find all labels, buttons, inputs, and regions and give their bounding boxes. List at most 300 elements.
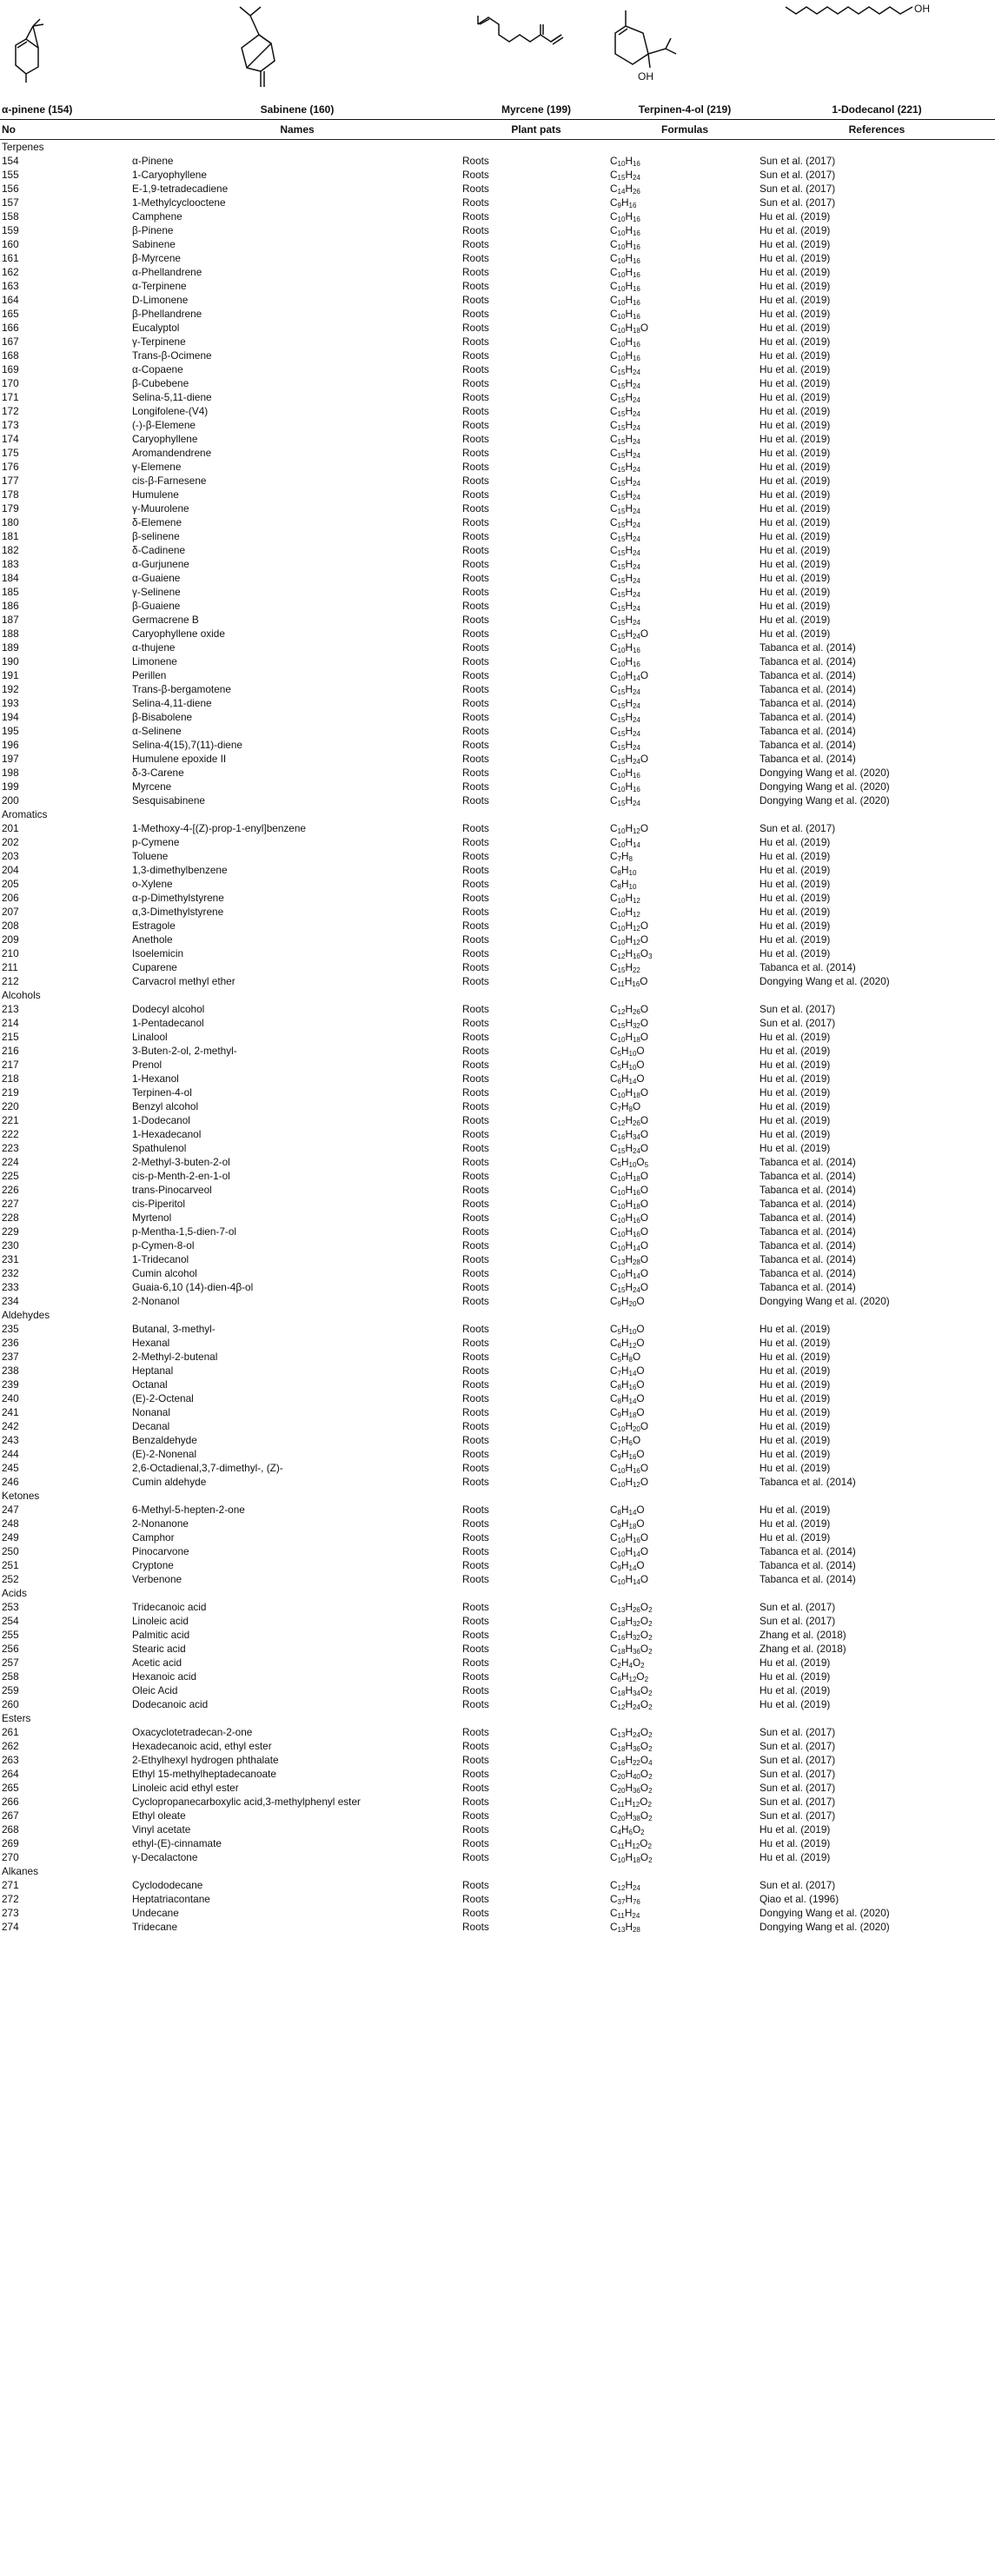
cell-formula: $C_{15}H_{24}$: [610, 461, 640, 474]
cell-reference: Hu et al. (2019): [760, 1142, 831, 1154]
cell-plant-part: Roots: [462, 196, 489, 209]
cell-name: Germacrene B: [132, 614, 199, 626]
cell-formula: $C_{12}H_{24}O_2$: [610, 1698, 653, 1711]
table-row: [0, 613, 995, 627]
table-row: [0, 1475, 995, 1489]
table-row: [0, 1322, 995, 1336]
cell-formula: $C_{15}H_{32}O$: [610, 1017, 649, 1030]
cell-no: 256: [2, 1643, 19, 1655]
cell-plant-part: Roots: [462, 1684, 489, 1696]
table-row: [0, 1544, 995, 1558]
cell-name: Oxacyclotetradecan-2-one: [132, 1726, 253, 1738]
cell-name: γ-Selinene: [132, 586, 181, 598]
alpha-pinene-structure-icon: [16, 19, 43, 83]
cell-plant-part: Roots: [462, 1323, 489, 1335]
cell-reference: Hu et al. (2019): [760, 878, 831, 890]
cell-no: 266: [2, 1796, 19, 1808]
table-row: [0, 1044, 995, 1058]
cell-plant-part: Roots: [462, 1406, 489, 1418]
category-heading: Aromatics: [2, 808, 48, 820]
cell-formula: $C_{10}H_{16}O$: [610, 1184, 649, 1197]
cell-reference: Tabanca et al. (2014): [760, 1573, 856, 1585]
cell-formula: $C_{10}H_{12}$: [610, 906, 640, 919]
cell-name: Dodecyl alcohol: [132, 1003, 205, 1015]
cell-reference: Hu et al. (2019): [760, 1684, 831, 1696]
cell-reference: Hu et al. (2019): [760, 1114, 831, 1126]
cell-no: 261: [2, 1726, 19, 1738]
cell-plant-part: Roots: [462, 1072, 489, 1085]
cell-formula: $C_{10}H_{12}O$: [610, 933, 649, 946]
cell-reference: Sun et al. (2017): [760, 822, 836, 834]
cell-no: 234: [2, 1295, 19, 1307]
cell-name: Spathulenol: [132, 1142, 187, 1154]
cell-name: δ-3-Carene: [132, 767, 184, 779]
cell-reference: Hu et al. (2019): [760, 461, 831, 473]
cell-no: 274: [2, 1921, 19, 1933]
table-row: [0, 1072, 995, 1086]
cell-reference: Hu et al. (2019): [760, 349, 831, 362]
header-compound-1: α-pinene (154): [2, 103, 73, 116]
cell-reference: Zhang et al. (2018): [760, 1643, 846, 1655]
cell-plant-part: Roots: [462, 558, 489, 570]
table-row: [0, 1016, 995, 1030]
cell-no: 259: [2, 1684, 19, 1696]
cell-reference: Tabanca et al. (2014): [760, 1239, 856, 1251]
cell-formula: $C_{15}H_{24}$: [610, 725, 640, 738]
cell-name: α-Terpinene: [132, 280, 187, 292]
table-row: [0, 404, 995, 418]
cell-plant-part: Roots: [462, 1059, 489, 1071]
cell-no: 229: [2, 1225, 19, 1238]
table-row: [0, 460, 995, 474]
cell-name: 2-Methyl-2-butenal: [132, 1351, 218, 1363]
cell-formula: $C_{10}H_{20}O$: [610, 1420, 649, 1433]
table-row: [0, 780, 995, 793]
cell-no: 168: [2, 349, 19, 362]
cell-name: 1-Methoxy-4-[(Z)-prop-1-enyl]benzene: [132, 822, 306, 834]
cell-name: (-)-β-Elemene: [132, 419, 196, 431]
cell-plant-part: Roots: [462, 377, 489, 389]
cell-reference: Sun et al. (2017): [760, 1782, 836, 1794]
cell-reference: Tabanca et al. (2014): [760, 1545, 856, 1557]
cell-name: γ-Muurolene: [132, 502, 189, 515]
cell-no: 258: [2, 1670, 19, 1683]
cell-name: Caryophyllene oxide: [132, 627, 225, 640]
table-row: [0, 738, 995, 752]
table-row: [0, 1419, 995, 1433]
table-row: [0, 933, 995, 946]
cell-plant-part: Roots: [462, 1364, 489, 1377]
cell-reference: Hu et al. (2019): [760, 1656, 831, 1669]
table-row: [0, 1350, 995, 1364]
cell-formula: $C_{15}H_{24}$: [610, 405, 640, 418]
cell-formula: $C_{12}H_{24}$: [610, 1879, 640, 1892]
cell-plant-part: Roots: [462, 1198, 489, 1210]
cell-name: Decanal: [132, 1420, 170, 1432]
cell-name: Linalool: [132, 1031, 168, 1043]
cell-name: Toluene: [132, 850, 169, 862]
cell-reference: Dongying Wang et al. (2020): [760, 794, 890, 807]
cell-reference: Tabanca et al. (2014): [760, 655, 856, 667]
cell-no: 270: [2, 1851, 19, 1863]
table-row: [0, 432, 995, 446]
cell-reference: Hu et al. (2019): [760, 502, 831, 515]
table-row: [0, 793, 995, 807]
cell-plant-part: Roots: [462, 767, 489, 779]
cell-name: Cyclododecane: [132, 1879, 203, 1891]
cell-plant-part: Roots: [462, 1253, 489, 1265]
cell-formula: $C_{15}H_{24}$: [610, 433, 640, 446]
cell-formula: $C_9H_{18}O$: [610, 1517, 645, 1530]
cell-reference: Hu et al. (2019): [760, 1323, 831, 1335]
table-row: [0, 1238, 995, 1252]
cell-reference: Tabanca et al. (2014): [760, 961, 856, 973]
cell-plant-part: Roots: [462, 1907, 489, 1919]
table-row: [0, 960, 995, 974]
cell-no: 209: [2, 933, 19, 946]
table-row: [0, 1169, 995, 1183]
cell-formula: $C_9H_{16}$: [610, 196, 637, 209]
cell-formula: $C_{10}H_{18}O_2$: [610, 1851, 653, 1864]
cell-plant-part: Roots: [462, 1351, 489, 1363]
cell-plant-part: Roots: [462, 836, 489, 848]
cell-formula: $C_{10}H_{16}$: [610, 335, 640, 349]
cell-no: 253: [2, 1601, 19, 1613]
cell-formula: $C_8H_{14}O$: [610, 1392, 645, 1405]
cell-formula: $C_{10}H_{16}$: [610, 767, 640, 780]
cell-formula: $C_2H_4O_2$: [610, 1656, 645, 1670]
table-row: [0, 321, 995, 335]
cell-no: 217: [2, 1059, 19, 1071]
table-row: [0, 1225, 995, 1238]
cell-reference: Tabanca et al. (2014): [760, 1281, 856, 1293]
cell-plant-part: Roots: [462, 1031, 489, 1043]
cell-no: 241: [2, 1406, 19, 1418]
cell-formula: $C_8H_{16}O$: [610, 1378, 645, 1391]
table-row: [0, 501, 995, 515]
cell-no: 249: [2, 1531, 19, 1544]
cell-no: 155: [2, 169, 19, 181]
table-row: [0, 1822, 995, 1836]
table-row: [0, 1197, 995, 1211]
cell-no: 245: [2, 1462, 19, 1474]
cell-reference: Tabanca et al. (2014): [760, 1267, 856, 1279]
cell-reference: Hu et al. (2019): [760, 600, 831, 612]
table-row: [0, 1739, 995, 1753]
cell-formula: $C_{11}H_{24}$: [610, 1907, 640, 1920]
cell-no: 267: [2, 1809, 19, 1822]
col-header-names: Names: [280, 123, 315, 136]
cell-plant-part: Roots: [462, 1267, 489, 1279]
cell-name: Octanal: [132, 1378, 168, 1391]
cell-no: 231: [2, 1253, 19, 1265]
table-row: [0, 335, 995, 349]
table-row: [0, 1530, 995, 1544]
cell-plant-part: Roots: [462, 1698, 489, 1710]
table-row: [0, 1558, 995, 1572]
table-row: [0, 557, 995, 571]
cell-plant-part: Roots: [462, 1295, 489, 1307]
cell-no: 236: [2, 1337, 19, 1349]
cell-formula: $C_{15}H_{24}$: [610, 488, 640, 501]
table-row: [0, 1878, 995, 1892]
table-row: [0, 724, 995, 738]
cell-no: 166: [2, 322, 19, 334]
svg-text:OH: OH: [638, 70, 653, 83]
table-row: [0, 237, 995, 251]
table-row: [0, 1697, 995, 1711]
cell-formula: $C_{20}H_{38}O_2$: [610, 1809, 653, 1822]
cell-formula: $C_{10}H_{18}O$: [610, 322, 649, 335]
cell-formula: $C_{10}H_{12}O$: [610, 822, 649, 835]
cell-reference: Hu et al. (2019): [760, 224, 831, 236]
cell-reference: Sun et al. (2017): [760, 155, 836, 167]
cell-no: 169: [2, 363, 19, 375]
cell-reference: Hu et al. (2019): [760, 1823, 831, 1836]
cell-name: 6-Methyl-5-hepten-2-one: [132, 1504, 245, 1516]
cell-reference: Sun et al. (2017): [760, 183, 836, 195]
cell-formula: $C_{15}H_{24}$: [610, 697, 640, 710]
table-row: [0, 1836, 995, 1850]
cell-formula: $C_{15}H_{24}$: [610, 711, 640, 724]
header-row-compounds: [0, 100, 995, 119]
cell-plant-part: Roots: [462, 461, 489, 473]
cell-reference: Sun et al. (2017): [760, 1017, 836, 1029]
cell-plant-part: Roots: [462, 1531, 489, 1544]
cell-formula: $C_{15}H_{24}$: [610, 614, 640, 627]
cell-name: Undecane: [132, 1907, 179, 1919]
cell-plant-part: Roots: [462, 1851, 489, 1863]
cell-no: 202: [2, 836, 19, 848]
cell-no: 207: [2, 906, 19, 918]
cell-name: 1-Hexanol: [132, 1072, 179, 1085]
table-row: [0, 571, 995, 585]
cell-formula: $C_{15}H_{24}$: [610, 363, 640, 376]
cell-plant-part: Roots: [462, 1239, 489, 1251]
cell-no: 252: [2, 1573, 19, 1585]
terpinen-4-ol-structure-icon: [615, 10, 676, 83]
cell-name: Selina-4,11-diene: [132, 697, 212, 709]
cell-plant-part: Roots: [462, 433, 489, 445]
cell-no: 157: [2, 196, 19, 209]
cell-reference: Hu et al. (2019): [760, 850, 831, 862]
cell-name: Selina-5,11-diene: [132, 391, 212, 403]
cell-no: 159: [2, 224, 19, 236]
cell-reference: Tabanca et al. (2014): [760, 641, 856, 654]
table-row: [0, 1058, 995, 1072]
cell-formula: $C_{10}H_{16}$: [610, 655, 640, 668]
category-heading: Aldehydes: [2, 1309, 50, 1321]
cell-plant-part: Roots: [462, 1128, 489, 1140]
cell-reference: Tabanca et al. (2014): [760, 1170, 856, 1182]
cell-no: 233: [2, 1281, 19, 1293]
cell-plant-part: Roots: [462, 183, 489, 195]
cell-formula: $C_{10}H_{12}O$: [610, 1476, 649, 1489]
cell-reference: Dongying Wang et al. (2020): [760, 767, 890, 779]
cell-plant-part: Roots: [462, 349, 489, 362]
cell-reference: Hu et al. (2019): [760, 558, 831, 570]
cell-reference: Hu et al. (2019): [760, 1406, 831, 1418]
cell-name: Butanal, 3-methyl-: [132, 1323, 216, 1335]
cell-formula: $C_{10}H_{16}$: [610, 641, 640, 654]
cell-plant-part: Roots: [462, 586, 489, 598]
cell-no: 171: [2, 391, 19, 403]
cell-no: 265: [2, 1782, 19, 1794]
cell-formula: $C_{13}H_{24}O_2$: [610, 1726, 653, 1739]
cell-reference: Hu et al. (2019): [760, 516, 831, 528]
cell-formula: $C_{15}H_{24}$: [610, 391, 640, 404]
cell-formula: $C_{18}H_{34}O_2$: [610, 1684, 653, 1697]
table-row: [0, 1850, 995, 1864]
cell-plant-part: Roots: [462, 1504, 489, 1516]
cell-plant-part: Roots: [462, 975, 489, 987]
cell-name: β-Cubebene: [132, 377, 189, 389]
cell-plant-part: Roots: [462, 1629, 489, 1641]
cell-formula: $C_{13}H_{28}$: [610, 1921, 640, 1934]
cell-formula: $C_{15}H_{22}$: [610, 961, 640, 974]
cell-formula: $C_7H_8$: [610, 850, 633, 863]
cell-plant-part: Roots: [462, 1726, 489, 1738]
cell-reference: Dongying Wang et al. (2020): [760, 1295, 890, 1307]
cell-reference: Tabanca et al. (2014): [760, 1225, 856, 1238]
cell-reference: Hu et al. (2019): [760, 1517, 831, 1530]
cell-no: 191: [2, 669, 19, 681]
cell-name: α-Guaiene: [132, 572, 181, 584]
table-row: [0, 946, 995, 960]
cell-no: 178: [2, 488, 19, 501]
cell-name: α,3-Dimethylstyrene: [132, 906, 224, 918]
table-row: [0, 1656, 995, 1670]
cell-formula: $C_{15}H_{24}$: [610, 600, 640, 613]
table-row: [0, 752, 995, 766]
cell-no: 239: [2, 1378, 19, 1391]
cell-plant-part: Roots: [462, 280, 489, 292]
cell-formula: $C_{10}H_{14}O$: [610, 1545, 649, 1558]
cell-reference: Sun et al. (2017): [760, 1768, 836, 1780]
cell-no: 237: [2, 1351, 19, 1363]
cell-reference: Hu et al. (2019): [760, 433, 831, 445]
table-row: [0, 1211, 995, 1225]
cell-name: Estragole: [132, 920, 176, 932]
cell-plant-part: Roots: [462, 697, 489, 709]
cell-reference: Hu et al. (2019): [760, 1504, 831, 1516]
cell-name: Terpinen-4-ol: [132, 1086, 192, 1099]
cell-reference: Hu et al. (2019): [760, 419, 831, 431]
cell-reference: Tabanca et al. (2014): [760, 1212, 856, 1224]
cell-formula: $C_{10}H_{16}$: [610, 224, 640, 237]
cell-no: 218: [2, 1072, 19, 1085]
table-row: [0, 1503, 995, 1517]
cell-no: 223: [2, 1142, 19, 1154]
cell-reference: Tabanca et al. (2014): [760, 1156, 856, 1168]
cell-name: 2-Nonanol: [132, 1295, 180, 1307]
cell-no: 173: [2, 419, 19, 431]
cell-formula: $C_7H_8O$: [610, 1100, 641, 1113]
cell-formula: $C_{15}H_{24}$: [610, 475, 640, 488]
cell-no: 165: [2, 308, 19, 320]
cell-plant-part: Roots: [462, 933, 489, 946]
cell-reference: Hu et al. (2019): [760, 447, 831, 459]
cell-plant-part: Roots: [462, 1545, 489, 1557]
cell-reference: Sun et al. (2017): [760, 1615, 836, 1627]
cell-no: 154: [2, 155, 19, 167]
cell-name: E-1,9-tetradecadiene: [132, 183, 229, 195]
cell-reference: Hu et al. (2019): [760, 947, 831, 959]
cell-no: 235: [2, 1323, 19, 1335]
cell-reference: Sun et al. (2017): [760, 1796, 836, 1808]
cell-name: Benzaldehyde: [132, 1434, 197, 1446]
svg-text:OH: OH: [914, 3, 930, 15]
cell-formula: $C_{13}H_{28}O$: [610, 1253, 649, 1266]
cell-plant-part: Roots: [462, 488, 489, 501]
cell-no: 220: [2, 1100, 19, 1112]
cell-formula: $C_4H_6O_2$: [610, 1823, 645, 1836]
table-row: [0, 1614, 995, 1628]
cell-formula: $C_{15}H_{24}$: [610, 544, 640, 557]
cell-formula: $C_8H_{10}$: [610, 864, 637, 877]
cell-formula: $C_{10}H_{14}$: [610, 836, 640, 849]
cell-name: p-Mentha-1,5-dien-7-ol: [132, 1225, 236, 1238]
cell-no: 177: [2, 475, 19, 487]
cell-formula: $C_5H_{10}O$: [610, 1045, 645, 1058]
table-row: [0, 905, 995, 919]
table-row: [0, 1781, 995, 1795]
cell-formula: $C_{10}H_{16}$: [610, 155, 640, 168]
cell-no: 176: [2, 461, 19, 473]
cell-name: 2-Ethylhexyl hydrogen phthalate: [132, 1754, 279, 1766]
cell-formula: $C_{20}H_{36}O_2$: [610, 1782, 653, 1795]
cell-no: 186: [2, 600, 19, 612]
cell-reference: Hu et al. (2019): [760, 1128, 831, 1140]
cell-name: Humulene epoxide II: [132, 753, 227, 765]
cell-reference: Qiao et al. (1996): [760, 1893, 839, 1905]
cell-plant-part: Roots: [462, 363, 489, 375]
1-dodecanol-structure-icon: [786, 3, 930, 15]
cell-formula: $C_{10}H_{12}O$: [610, 920, 649, 933]
cell-reference: Tabanca et al. (2014): [760, 725, 856, 737]
cell-name: cis-p-Menth-2-en-1-ol: [132, 1170, 230, 1182]
cell-plant-part: Roots: [462, 780, 489, 793]
table-row: [0, 682, 995, 696]
cell-name: Palmitic acid: [132, 1629, 190, 1641]
cell-no: 180: [2, 516, 19, 528]
cell-reference: Hu et al. (2019): [760, 933, 831, 946]
cell-no: 162: [2, 266, 19, 278]
cell-reference: Hu et al. (2019): [760, 586, 831, 598]
cell-formula: $C_{10}H_{16}O$: [610, 1531, 649, 1544]
cell-no: 222: [2, 1128, 19, 1140]
cell-formula: $C_{15}H_{24}O$: [610, 1281, 649, 1294]
cell-plant-part: Roots: [462, 516, 489, 528]
cell-reference: Hu et al. (2019): [760, 1531, 831, 1544]
cell-plant-part: Roots: [462, 822, 489, 834]
cell-reference: Hu et al. (2019): [760, 252, 831, 264]
cell-name: Eucalyptol: [132, 322, 180, 334]
cell-formula: $C_{15}H_{24}$: [610, 586, 640, 599]
cell-name: 2,6-Octadienal,3,7-dimethyl-, (Z)-: [132, 1462, 283, 1474]
table-row: [0, 710, 995, 724]
cell-reference: Sun et al. (2017): [760, 1809, 836, 1822]
category-heading: Alkanes: [2, 1865, 38, 1877]
cell-formula: $C_7H_6O$: [610, 1434, 641, 1447]
cell-reference: Hu et al. (2019): [760, 488, 831, 501]
cell-formula: $C_{10}H_{16}O$: [610, 1212, 649, 1225]
cell-name: Tridecanoic acid: [132, 1601, 207, 1613]
cell-formula: $C_{15}H_{24}$: [610, 419, 640, 432]
cell-name: β-selinene: [132, 530, 180, 542]
table-row: [0, 696, 995, 710]
table-row: [0, 1767, 995, 1781]
